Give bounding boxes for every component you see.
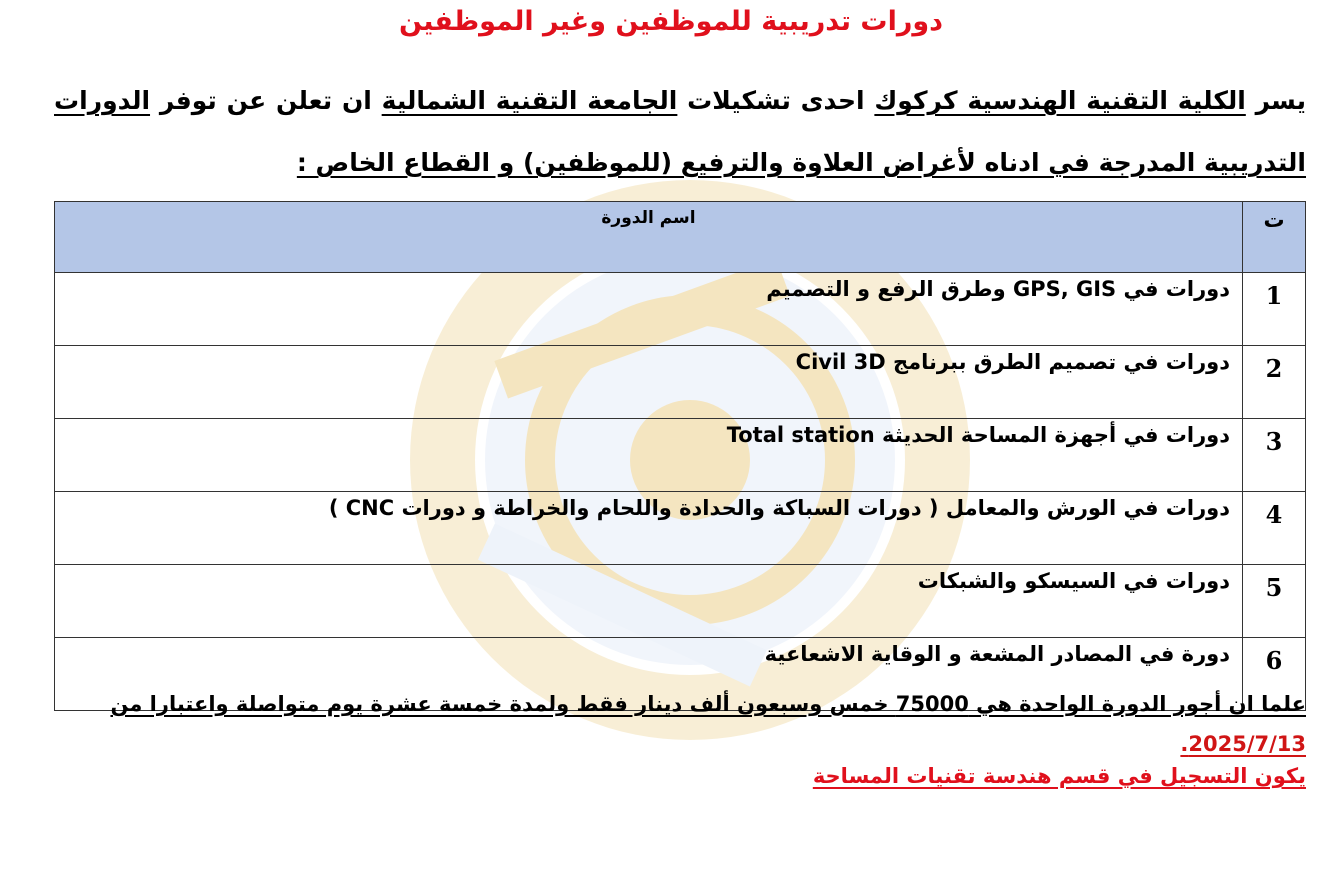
courses-phrase: الدورات التدريبية المدرجة في ادناه لأغراض العلاوة والترفيع (للموظفين) و القطاع الخاص : [54,86,1306,177]
course-name: دورة في المصادر المشعة و الوقاية الاشعاعية [55,638,1243,711]
table-row [55,565,1306,638]
table-row [55,419,1306,492]
fee-text: علما ان أجور الدورة الواحدة هي 75000 خمس وسبعون ألف دينار فقط ولمدة خمسة عشرة يوم متواصلة واعتبارا من [110,692,1306,716]
college-name: الكلية التقنية الهندسية كركوك [874,86,1246,115]
table-row [55,346,1306,419]
courses-table [54,201,1306,711]
course-name: دورات في السيسكو والشبكات [55,565,1243,638]
course-number: 4 [1243,492,1306,565]
registration-notice: يكون التسجيل في قسم هندسة تقنيات المساحة [812,764,1306,788]
header-number: ت [1243,202,1306,273]
course-number: 2 [1243,346,1306,419]
course-name: دورات في GPS, GIS وطرق الرفع و التصميم [55,273,1243,346]
start-date: 2025/7/13. [1180,732,1306,756]
course-number: 5 [1243,565,1306,638]
fee-notice [96,684,1306,764]
header-course-name: اسم الدورة [55,202,1243,273]
intro-text-2: احدى تشكيلات [677,86,875,115]
course-number: 1 [1243,273,1306,346]
course-number: 6 [1243,638,1306,711]
course-name: دورات في أجهزة المساحة الحديثة Total station [55,419,1243,492]
course-name: دورات في الورش والمعامل ( دورات السباكة والحدادة واللحام والخراطة و دورات CNC ) [55,492,1243,565]
intro-paragraph [54,70,1306,194]
intro-text-1: يسر [1245,86,1306,115]
university-name: الجامعة التقنية الشمالية [381,86,678,115]
table-header-row [55,202,1306,273]
intro-text-3: ان تعلن عن توفر [150,86,382,115]
table-row [55,492,1306,565]
table-row [55,273,1306,346]
course-number: 3 [1243,419,1306,492]
course-name: دورات في تصميم الطرق ببرنامج Civil 3D [55,346,1243,419]
page-title: دورات تدريبية للموظفين وغير الموظفين [398,6,944,37]
